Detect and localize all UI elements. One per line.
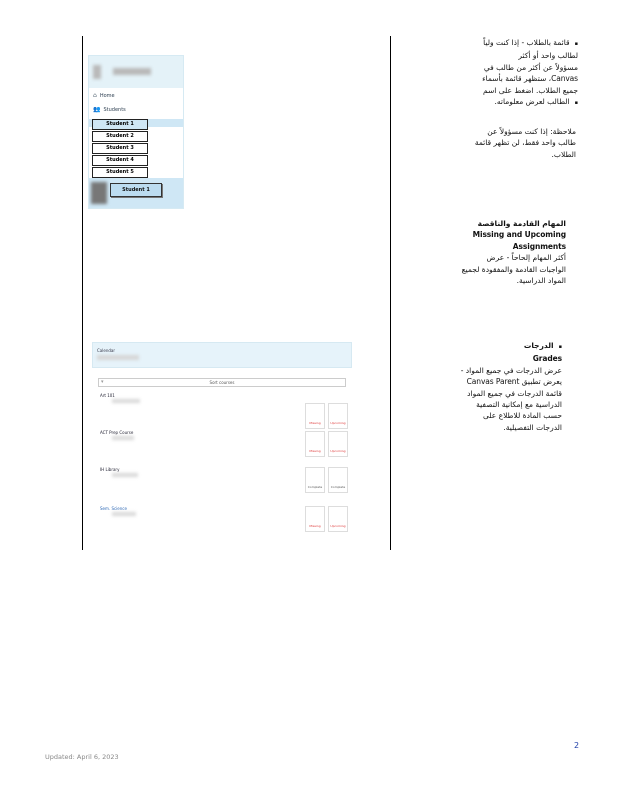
student-item-3[interactable]: Student 3	[92, 143, 148, 154]
course-box[interactable]: Complete	[328, 467, 348, 493]
student-item-5[interactable]: Student 5	[92, 167, 148, 178]
home-icon: ⌂	[93, 92, 97, 99]
dropdown-icon: ▾	[101, 379, 104, 385]
student-item-1[interactable]: Student 1	[92, 119, 148, 130]
course-name-1[interactable]: Art 101	[100, 393, 115, 398]
blurred-subtitle	[97, 355, 139, 360]
blurred-name	[113, 68, 151, 75]
course-filter[interactable]: ▾ Sort courses	[98, 378, 346, 387]
course-box[interactable]: Upcoming	[328, 403, 348, 429]
course-box[interactable]: Missing	[305, 403, 325, 429]
student-item-2[interactable]: Student 2	[92, 131, 148, 142]
course-box[interactable]: Complete	[305, 467, 325, 493]
table-border-left	[82, 36, 83, 550]
students-list-text: ▪ قائمة بالطلاب - إذا كنت ولياً لطالب واحد أو أكثر مسؤولاً عن أكثر من طالب في Canvas، ستظهر قائمة بأسماء جميع الطلاب. اضغط على اسم ▪ الطالب لعرض معلوماته.	[396, 37, 578, 109]
course-box[interactable]: Upcoming	[328, 506, 348, 532]
users-icon: 👥	[93, 106, 101, 113]
blurred-avatar	[93, 65, 101, 79]
screenshot-header	[92, 342, 352, 368]
course-name-2[interactable]: ACT Prep Course	[100, 430, 134, 435]
course-name-4[interactable]: Sem. Science	[100, 506, 127, 511]
students-note-text: ملاحظة: إذا كنت مسؤولاً عن طالب واحد فقط، لن تظهر قائمة الطلاب.	[474, 127, 576, 159]
courses-screenshot	[92, 342, 352, 540]
nav-item-home[interactable]: ⌂ Home	[93, 92, 115, 99]
blurred-course-detail	[112, 399, 140, 403]
course-box[interactable]: Missing	[305, 506, 325, 532]
missing-upcoming-text: المهام القادمة والناقصة Missing and Upcoming Assignments أكثر المهام إلحاحاً - عرض الواجبات القادمة والمفقودة لجميع المواد الدراسية.	[461, 219, 566, 286]
student-list-screenshot	[88, 55, 184, 209]
grades-text: ▪ الدرجات Grades عرض الدرجات في جميع المواد - يعرض تطبيق Canvas Parent قائمة الدرجات في جميع المواد الدراسية مع إمكانية التصفية حسب المادة للاطلاع على الدرجات التفصيلية.	[396, 340, 562, 433]
blurred-course-detail	[112, 436, 134, 440]
blurred-course-detail	[112, 512, 136, 516]
blurred-avatar-2	[91, 182, 107, 204]
page-number: 2	[574, 741, 580, 750]
nav-item-students[interactable]: 👥 Students	[93, 106, 126, 113]
course-name-3[interactable]: IH Library	[100, 467, 120, 472]
course-box[interactable]: Upcoming	[328, 431, 348, 457]
course-box[interactable]: Missing	[305, 431, 325, 457]
blurred-course-detail	[112, 473, 138, 477]
header-title: Calendar	[97, 348, 115, 353]
table-border-middle	[390, 36, 391, 550]
student-item-4[interactable]: Student 4	[92, 155, 148, 166]
dragged-student-tag[interactable]: Student 1	[110, 183, 162, 197]
updated-date: Updated: April 6, 2023	[45, 753, 119, 761]
